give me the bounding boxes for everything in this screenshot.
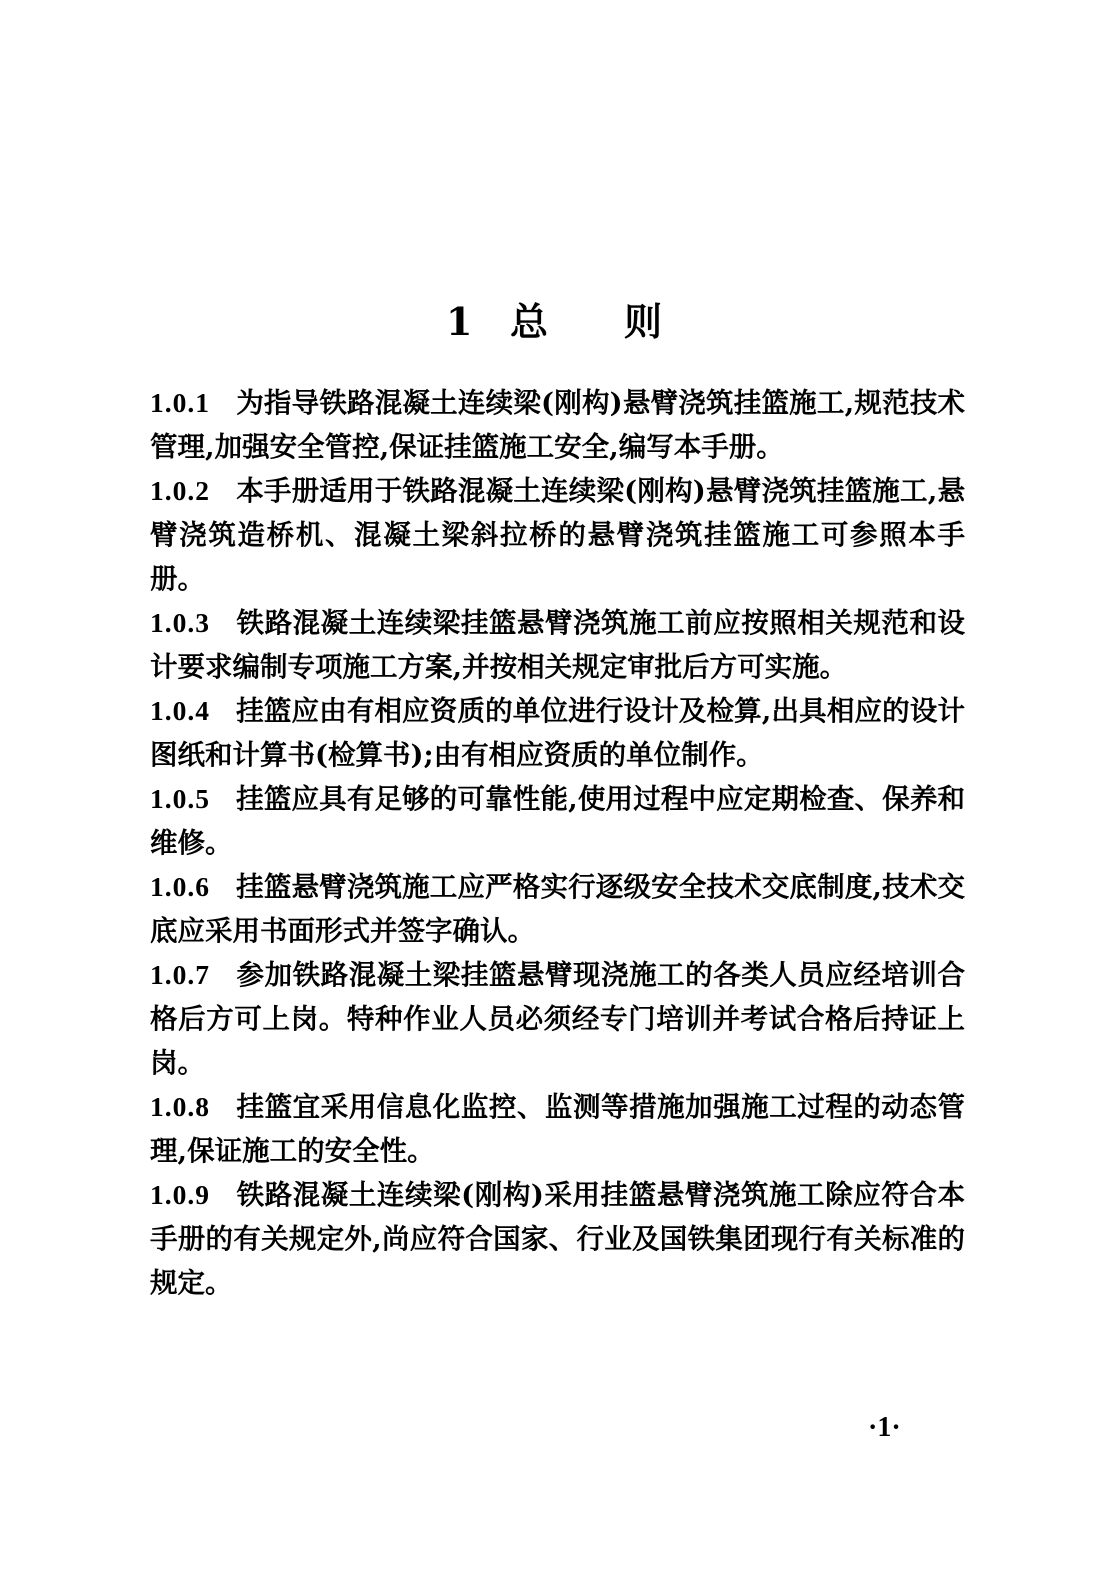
clause-text: 挂篮应具有足够的可靠性能,使用过程中应定期检查、保养和维修。: [150, 783, 965, 859]
clause-1-0-3: [150, 601, 965, 689]
clause-number: 1.0.8: [150, 1091, 210, 1122]
clause-text: 本手册适用于铁路混凝土连续梁(刚构)悬臂浇筑挂篮施工,悬臂浇筑造桥机、混凝土梁斜拉桥的悬臂浇筑挂篮施工可参照本手册。: [150, 475, 965, 595]
clause-text: 挂篮宜采用信息化监控、监测等措施加强施工过程的动态管理,保证施工的安全性。: [150, 1091, 965, 1167]
clause-text: 挂篮悬臂浇筑施工应严格实行逐级安全技术交底制度,技术交底应采用书面形式并签字确认。: [150, 871, 965, 947]
clause-number: 1.0.4: [150, 695, 210, 726]
clause-number: 1.0.7: [150, 959, 210, 990]
clause-1-0-2: [150, 469, 965, 601]
clause-1-0-5: [150, 777, 965, 865]
clause-1-0-6: [150, 865, 965, 953]
chapter-number: 1: [446, 299, 473, 344]
clause-1-0-1: [150, 381, 965, 469]
chapter-title-char-1: 总: [510, 299, 549, 344]
page-number: ·1·: [868, 1412, 901, 1443]
clause-1-0-7: [150, 953, 965, 1085]
clause-text: 挂篮应由有相应资质的单位进行设计及检算,出具相应的设计图纸和计算书(检算书);由有相应资质的单位制作。: [150, 695, 965, 771]
clause-1-0-4: [150, 689, 965, 777]
clause-1-0-9: [150, 1173, 965, 1305]
clause-text: 铁路混凝土连续梁(刚构)采用挂篮悬臂浇筑施工除应符合本手册的有关规定外,尚应符合国家、行业及国铁集团现行有关标准的规定。: [150, 1179, 965, 1299]
chapter-body: [150, 381, 965, 1305]
chapter-title-char-2: 则: [624, 299, 663, 344]
clause-text: 铁路混凝土连续梁挂篮悬臂浇筑施工前应按照相关规范和设计要求编制专项施工方案,并按相关规定审批后方可实施。: [150, 607, 965, 683]
clause-number: 1.0.6: [150, 871, 210, 902]
clause-1-0-8: [150, 1085, 965, 1173]
clause-text: 参加铁路混凝土梁挂篮悬臂现浇施工的各类人员应经培训合格后方可上岗。特种作业人员必须经专门培训并考试合格后持证上岗。: [150, 959, 965, 1079]
clause-number: 1.0.3: [150, 607, 210, 638]
clause-number: 1.0.2: [150, 475, 210, 506]
chapter-title: [0, 292, 1103, 352]
clause-number: 1.0.5: [150, 783, 210, 814]
clause-number: 1.0.1: [150, 387, 210, 418]
clause-text: 为指导铁路混凝土连续梁(刚构)悬臂浇筑挂篮施工,规范技术管理,加强安全管控,保证挂篮施工安全,编写本手册。: [150, 387, 965, 463]
clause-number: 1.0.9: [150, 1179, 210, 1210]
